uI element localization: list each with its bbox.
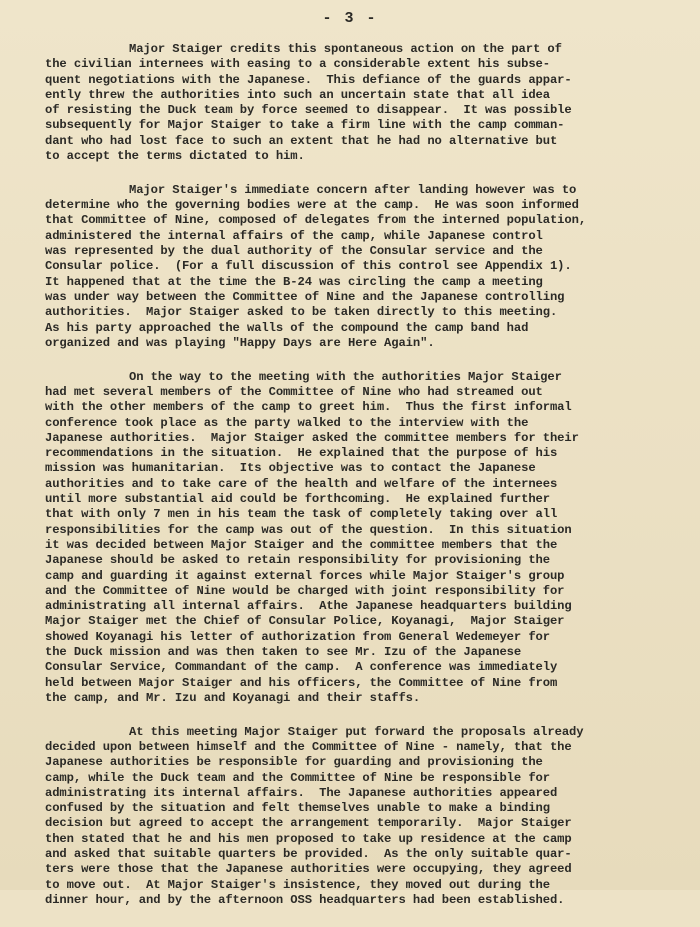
text-line: Major Staiger credits this spontaneous action on the part of [129, 42, 562, 56]
text-line: the camp, and Mr. Izu and Koyanagi and their staffs. [45, 690, 421, 705]
text-line: Major Staiger met the Chief of Consular Police, Koyanagi, Major Staiger [45, 614, 565, 629]
text-line: authorities and to take care of the health and welfare of the internees [45, 476, 558, 491]
text-line: Consular police. (For a full discussion of this control see Appendix 1). [45, 259, 572, 274]
text-line: then stated that he and his men proposed to take up residence at the camp [45, 831, 572, 846]
paragraph-3 [45, 370, 670, 707]
text-line: ters were those that the Japanese authorities were occupying, they agreed [45, 862, 572, 877]
text-line: It happened that at the time the B-24 was circling the camp a meeting [45, 274, 543, 289]
text-line: recommendations in the situation. He explained that the purpose of his [45, 446, 558, 461]
text-line: administrating all internal affairs. Athe Japanese headquarters building [45, 599, 572, 614]
text-line: Major Staiger's immediate concern after landing however was to [129, 182, 577, 197]
text-line: organized and was playing "Happy Days are Here Again". [45, 335, 435, 350]
text-line: determine who the governing bodies were at the camp. He was soon informed [45, 198, 579, 213]
text-line: decided upon between himself and the Committee of Nine - namely, that the [45, 739, 572, 754]
page-number: - 3 - [322, 10, 378, 27]
text-line: was represented by the dual authority of the Consular service and the [45, 244, 543, 259]
text-line: administered the internal affairs of the camp, while Japanese control [45, 228, 543, 243]
text-line: had met several members of the Committee of Nine who had streamed out [45, 384, 543, 399]
paragraph-2 [45, 183, 670, 351]
text-line: On the way to the meeting with the authorities Major Staiger [129, 369, 562, 384]
text-line: subsequently for Major Staiger to take a firm line with the camp comman- [45, 118, 565, 133]
text-line: dant who had lost face to such an extent that he had no alternative but [45, 133, 558, 148]
text-line: conference took place as the party walked to the interview with the [45, 415, 529, 430]
text-line: At this meeting Major Staiger put forward the proposals already [129, 724, 584, 739]
text-line: was under way between the Committee of Nine and the Japanese controlling [45, 289, 565, 304]
text-line: Japanese authorities. Major Staiger asked the committee members for their [45, 430, 579, 445]
text-line: authorities. Major Staiger asked to be taken directly to this meeting. [45, 305, 558, 320]
text-line: camp, while the Duck team and the Committee of Nine be responsible for [45, 770, 550, 785]
text-line: Japanese should be asked to retain responsibility for provisioning the [45, 553, 550, 568]
text-line: quent negotiations with the Japanese. This defiance of the guards appar- [45, 72, 572, 87]
text-line: and the Committee of Nine would be charged with joint responsibility for [45, 583, 565, 598]
paragraph-1 [45, 42, 670, 164]
text-line: administrating its internal affairs. The Japanese authorities appeared [45, 785, 558, 800]
text-line: and asked that suitable quarters be provided. As the only suitable quar- [45, 847, 572, 862]
text-line: mission was humanitarian. Its objective was to contact the Japanese [45, 461, 536, 476]
text-line: the civilian internees with easing to a considerable extent his subse- [45, 57, 550, 72]
text-line: with the other members of the camp to greet him. Thus the first informal [45, 400, 572, 415]
text-line: decision but agreed to accept the arrangement temporarily. Major Staiger [45, 816, 572, 831]
text-line: it was decided between Major Staiger and the committee members that the [45, 537, 558, 552]
text-line: showed Koyanagi his letter of authorization from General Wedemeyer for [45, 629, 550, 644]
text-line: the Duck mission and was then taken to see Mr. Izu of the Japanese [45, 644, 522, 659]
text-line: to accept the terms dictated to him. [45, 149, 305, 164]
text-line: ently threw the authorities into such an uncertain state that all idea [45, 87, 550, 102]
text-line: Consular Service, Commandant of the camp. A conference was immediately [45, 660, 558, 675]
text-line: Japanese authorities be responsible for guarding and provisioning the [45, 755, 543, 770]
document-body [45, 42, 670, 927]
text-line: to move out. At Major Staiger's insistence, they moved out during the [45, 877, 550, 892]
text-line: that Committee of Nine, composed of delegates from the interned population, [45, 213, 587, 228]
text-line: confused by the situation and felt themselves unable to make a binding [45, 801, 550, 816]
text-line: camp and guarding it against external forces while Major Staiger's group [45, 568, 565, 583]
text-line: As his party approached the walls of the compound the camp band had [45, 320, 529, 335]
paragraph-4 [45, 725, 670, 909]
text-line: that with only 7 men in his team the task of completely taking over all [45, 507, 558, 522]
text-line: held between Major Staiger and his officers, the Committee of Nine from [45, 675, 558, 690]
text-line: of resisting the Duck team by force seemed to disappear. It was possible [45, 103, 572, 118]
text-line: responsibilities for the camp was out of the question. In this situation [45, 522, 572, 537]
text-line: dinner hour, and by the afternoon OSS headquarters had been established. [45, 892, 565, 907]
text-line: until more substantial aid could be forthcoming. He explained further [45, 492, 550, 507]
